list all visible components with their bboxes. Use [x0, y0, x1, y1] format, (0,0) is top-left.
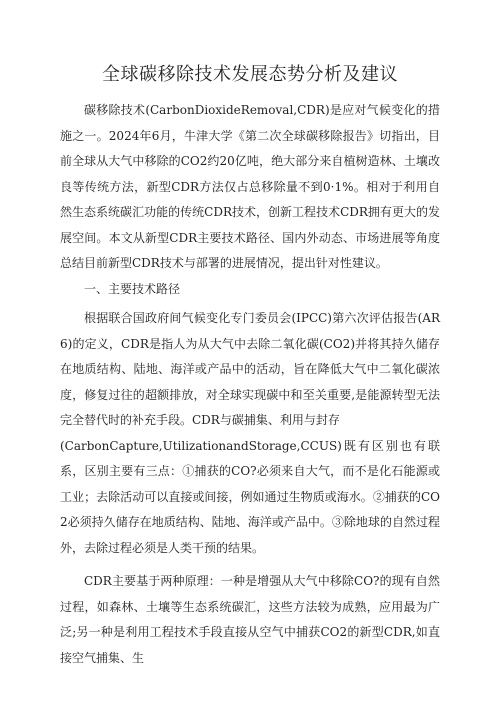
document-title: 全球碳移除技术发展态势分析及建议	[102, 64, 398, 85]
intro-paragraph: 碳移除技术(CarbonDioxideRemoval,CDR)是应对气候变化的措施之一。2024年6月，牛津大学《第二次全球碳移除报告》切指出，目前全球从大气中移除的CO2约20亿吨，绝大部分来自植树造林、土壤改良等传统方法，新型CDR方法仅占总移除量不到0·1%。相对于利用自然生态系统碳汇功能的传统CDR技术，创新工程技术CDR拥有更大的发展空间。本文从新型CDR主要技术路径、国内外动态、市场进展等角度总结目前新型CDR技术与部署的进展情况，提出针对性建议。	[60, 103, 440, 270]
principles-paragraph: CDR主要基于两种原理：一种是增强从大气中移除CO?的现有自然过程，如森林、土壤等生态系统碳汇，这些方法较为成熟，应用最为广泛;另一种是利用工程技术手段直接从空气中捕获CO2的新型CDR,如直接空气捕集、生	[60, 574, 440, 665]
definition-paragraph: 根据联合国政府间气候变化专门委员会(IPCC)第六次评估报告(AR6)的定义，CDR是指人为从大气中去除二氧化碳(CO2)并将其持久储存在地质结构、陆地、海洋或产品中的活动，旨在降低大气中二氧化碳浓度，修复过往的超额排放，对全球实现碳中和至关重要,是能源转型无法完全替代时的补充手段。CDR与碳捕集、利用与封存	[60, 311, 440, 427]
ccus-paragraph: (CarbonCapture,UtilizationandStorage,CCUS)既有区别也有联系，区别主要有三点：①捕获的CO?必须来自大气，而不是化石能源或工业；去除活动可以直接或间接，例如通过生物质或海水。②捕获的CO2必须持久储存在地质结构、陆地、海洋或产品中。③除地球的自然过程外，去除过程必须是人类干预的结果。	[60, 438, 440, 555]
section-heading: 一、主要技术路径	[84, 281, 181, 296]
